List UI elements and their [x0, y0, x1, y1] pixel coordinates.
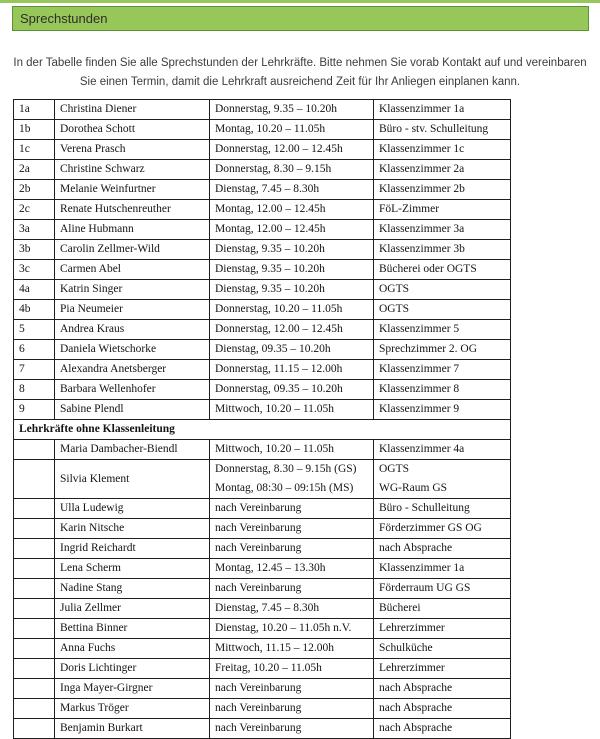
room-cell-line: OGTS — [379, 463, 410, 475]
room-cell: OGTS — [374, 280, 511, 300]
name-cell: Katrin Singer — [55, 280, 210, 300]
table-body — [14, 100, 511, 739]
time-cell: Donnerstag, 11.15 – 12.00h — [210, 360, 374, 380]
class-cell — [14, 440, 55, 460]
time-cell: Freitag, 10.20 – 11.05h — [210, 659, 374, 679]
time-cell: Donnerstag, 8.30 – 9.15h — [210, 160, 374, 180]
class-cell: 1b — [14, 120, 55, 140]
class-cell: 9 — [14, 400, 55, 420]
name-cell: Carolin Zellmer-Wild — [55, 240, 210, 260]
time-cell: nach Vereinbarung — [210, 679, 374, 699]
room-cell: Klassenzimmer 2b — [374, 180, 511, 200]
table-row — [14, 320, 511, 340]
table-row — [14, 200, 511, 220]
time-cell: nach Vereinbarung — [210, 519, 374, 539]
table-row — [14, 460, 511, 499]
room-cell: Bücherei — [374, 599, 511, 619]
room-cell: FöL-Zimmer — [374, 200, 511, 220]
table-row — [14, 160, 511, 180]
time-cell: Dienstag, 7.45 – 8.30h — [210, 180, 374, 200]
name-cell: Karin Nitsche — [55, 519, 210, 539]
room-cell: Büro - stv. Schulleitung — [374, 120, 511, 140]
name-cell: Markus Tröger — [55, 699, 210, 719]
time-cell: Dienstag, 9.35 – 10.20h — [210, 280, 374, 300]
name-cell: Benjamin Burkart — [55, 719, 210, 739]
class-cell — [14, 539, 55, 559]
room-cell: Klassenzimmer 8 — [374, 380, 511, 400]
name-cell: Daniela Wietschorke — [55, 340, 210, 360]
name-cell: Sabine Plendl — [55, 400, 210, 420]
name-cell: Maria Dambacher-Biendl — [55, 440, 210, 460]
class-cell: 3b — [14, 240, 55, 260]
class-cell — [14, 619, 55, 639]
room-cell: Klassenzimmer 4a — [374, 440, 511, 460]
time-cell: nach Vereinbarung — [210, 719, 374, 739]
table-row — [14, 140, 511, 160]
class-cell: 5 — [14, 320, 55, 340]
time-cell: Dienstag, 10.20 – 11.05h n.V. — [210, 619, 374, 639]
room-cell: nach Absprache — [374, 679, 511, 699]
time-cell: Donnerstag, 09.35 – 10.20h — [210, 380, 374, 400]
table-row — [14, 679, 511, 699]
table-row — [14, 380, 511, 400]
time-cell: Montag, 12.45 – 13.30h — [210, 559, 374, 579]
class-cell: 3c — [14, 260, 55, 280]
class-cell — [14, 599, 55, 619]
table-row — [14, 100, 511, 120]
room-cell: Förderzimmer GS OG — [374, 519, 511, 539]
class-cell — [14, 659, 55, 679]
room-cell: Sprechzimmer 2. OG — [374, 340, 511, 360]
table-row — [14, 639, 511, 659]
class-cell — [14, 679, 55, 699]
name-cell: Silvia Klement — [55, 460, 210, 499]
name-cell: Carmen Abel — [55, 260, 210, 280]
name-cell: Pia Neumeier — [55, 300, 210, 320]
time-cell: nach Vereinbarung — [210, 499, 374, 519]
class-cell: 1a — [14, 100, 55, 120]
table-row — [14, 579, 511, 599]
room-cell: Schulküche — [374, 639, 511, 659]
class-cell — [14, 460, 55, 499]
class-cell — [14, 519, 55, 539]
table-row — [14, 699, 511, 719]
name-cell: Christina Diener — [55, 100, 210, 120]
room-cell — [374, 460, 511, 499]
name-cell: Inga Mayer-Girgner — [55, 679, 210, 699]
time-cell: Mittwoch, 10.20 – 11.05h — [210, 440, 374, 460]
table-row — [14, 659, 511, 679]
room-cell: Bücherei oder OGTS — [374, 260, 511, 280]
time-cell-line: Donnerstag, 8.30 – 9.15h (GS) — [215, 463, 357, 475]
room-cell-line: WG-Raum GS — [379, 482, 448, 494]
intro-text: In der Tabelle finden Sie alle Sprechstunden der Lehrkräfte. Bitte nehmen Sie vorab Kontakt auf und vereinbaren Sie einen Termin, damit die Lehrkraft ausreichend Zeit für Ihr Anliegen einplanen kann. — [13, 57, 587, 88]
class-cell — [14, 699, 55, 719]
time-cell: nach Vereinbarung — [210, 539, 374, 559]
time-cell: Dienstag, 9.35 – 10.20h — [210, 240, 374, 260]
room-cell: Büro - Schulleitung — [374, 499, 511, 519]
page-title: Sprechstunden — [20, 11, 108, 26]
table-row — [14, 519, 511, 539]
room-cell: Klassenzimmer 7 — [374, 360, 511, 380]
section-heading: Lehrkräfte ohne Klassenleitung — [14, 420, 511, 440]
time-cell: Dienstag, 09.35 – 10.20h — [210, 340, 374, 360]
class-cell: 6 — [14, 340, 55, 360]
class-cell: 2c — [14, 200, 55, 220]
room-cell: nach Absprache — [374, 699, 511, 719]
room-cell: Förderraum UG GS — [374, 579, 511, 599]
class-cell: 8 — [14, 380, 55, 400]
name-cell: Barbara Wellenhofer — [55, 380, 210, 400]
name-cell: Nadine Stang — [55, 579, 210, 599]
class-cell: 4a — [14, 280, 55, 300]
time-cell: Montag, 12.00 – 12.45h — [210, 200, 374, 220]
table-row — [14, 180, 511, 200]
name-cell: Ulla Ludewig — [55, 499, 210, 519]
class-cell — [14, 579, 55, 599]
class-cell: 2b — [14, 180, 55, 200]
name-cell: Anna Fuchs — [55, 639, 210, 659]
table-row — [14, 240, 511, 260]
room-cell: Klassenzimmer 2a — [374, 160, 511, 180]
time-cell: Donnerstag, 12.00 – 12.45h — [210, 140, 374, 160]
time-cell: Dienstag, 9.35 – 10.20h — [210, 260, 374, 280]
room-cell: Klassenzimmer 1a — [374, 100, 511, 120]
room-cell: Klassenzimmer 1a — [374, 559, 511, 579]
name-cell: Ingrid Reichardt — [55, 539, 210, 559]
class-cell — [14, 499, 55, 519]
table-row — [14, 340, 511, 360]
name-cell: Doris Lichtinger — [55, 659, 210, 679]
table-row — [14, 559, 511, 579]
class-cell — [14, 559, 55, 579]
section-heading-row — [14, 420, 511, 440]
table-row — [14, 120, 511, 140]
time-cell: Montag, 12.00 – 12.45h — [210, 220, 374, 240]
time-cell-line: Montag, 08:30 – 09:15h (MS) — [215, 482, 354, 494]
table-row — [14, 220, 511, 240]
room-cell: Klassenzimmer 9 — [374, 400, 511, 420]
room-cell: nach Absprache — [374, 539, 511, 559]
class-cell: 4b — [14, 300, 55, 320]
sprechstunden-table — [13, 99, 511, 739]
room-cell: Klassenzimmer 5 — [374, 320, 511, 340]
room-cell: Klassenzimmer 3a — [374, 220, 511, 240]
name-cell: Christine Schwarz — [55, 160, 210, 180]
room-cell: Klassenzimmer 3b — [374, 240, 511, 260]
page-title-bar — [12, 6, 589, 31]
name-cell: Bettina Binner — [55, 619, 210, 639]
class-cell: 7 — [14, 360, 55, 380]
room-cell: Klassenzimmer 1c — [374, 140, 511, 160]
table-row — [14, 539, 511, 559]
name-cell: Dorothea Schott — [55, 120, 210, 140]
top-accent-strip — [0, 0, 600, 3]
name-cell: Melanie Weinfurtner — [55, 180, 210, 200]
class-cell: 1c — [14, 140, 55, 160]
table-row — [14, 260, 511, 280]
time-cell — [210, 460, 374, 499]
class-cell: 3a — [14, 220, 55, 240]
table-row — [14, 599, 511, 619]
table-row — [14, 280, 511, 300]
name-cell: Lena Scherm — [55, 559, 210, 579]
name-cell: Andrea Kraus — [55, 320, 210, 340]
name-cell: Aline Hubmann — [55, 220, 210, 240]
name-cell: Verena Prasch — [55, 140, 210, 160]
table-row — [14, 440, 511, 460]
time-cell: Donnerstag, 10.20 – 11.05h — [210, 300, 374, 320]
time-cell: Mittwoch, 10.20 – 11.05h — [210, 400, 374, 420]
time-cell: Dienstag, 7.45 – 8.30h — [210, 599, 374, 619]
time-cell: Donnerstag, 9.35 – 10.20h — [210, 100, 374, 120]
name-cell: Alexandra Anetsberger — [55, 360, 210, 380]
name-cell: Julia Zellmer — [55, 599, 210, 619]
time-cell: nach Vereinbarung — [210, 579, 374, 599]
table-row — [14, 499, 511, 519]
time-cell: nach Vereinbarung — [210, 699, 374, 719]
table-row — [14, 360, 511, 380]
room-cell: OGTS — [374, 300, 511, 320]
time-cell: Mittwoch, 11.15 – 12.00h — [210, 639, 374, 659]
table-row — [14, 400, 511, 420]
room-cell: Lehrerzimmer — [374, 659, 511, 679]
time-cell: Montag, 10.20 – 11.05h — [210, 120, 374, 140]
table-row — [14, 300, 511, 320]
class-cell — [14, 639, 55, 659]
room-cell: nach Absprache — [374, 719, 511, 739]
table-row — [14, 619, 511, 639]
time-cell: Donnerstag, 12.00 – 12.45h — [210, 320, 374, 340]
class-cell: 2a — [14, 160, 55, 180]
name-cell: Renate Hutschenreuther — [55, 200, 210, 220]
room-cell: Lehrerzimmer — [374, 619, 511, 639]
